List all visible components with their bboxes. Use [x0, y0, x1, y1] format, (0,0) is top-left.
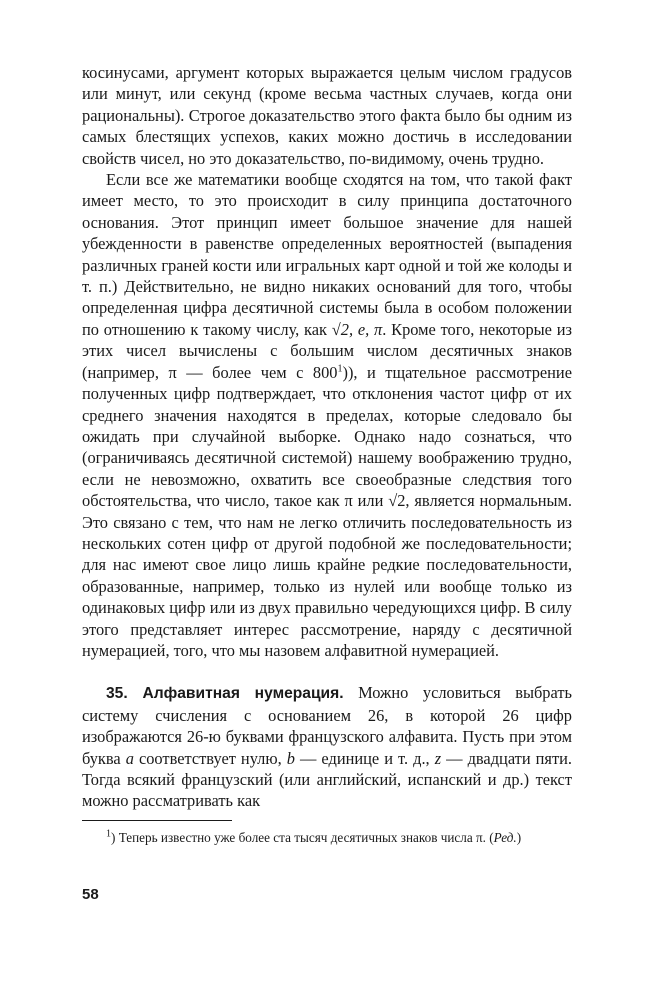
footnote-text: ) Теперь известно уже более ста тысяч десятичных знаков числа π. ( [111, 829, 494, 845]
section-text-part: — единице и т. д., [294, 748, 435, 768]
page-body [82, 62, 572, 846]
letter-z: z [434, 748, 442, 768]
footnote-marker: 1 [337, 363, 343, 375]
footnote-text-end: ) [516, 829, 522, 845]
page-number: 58 [82, 886, 99, 903]
section-35 [82, 682, 572, 811]
paragraph-text-part: . Кроме того, некоторые из этих чисел вычислены с большим числом десятичных знаков (например, π — более чем с 800 [82, 319, 572, 382]
section-text-part: соответствует нулю, [133, 748, 287, 768]
footnote-divider [82, 820, 232, 821]
paragraph-continuation: косинусами, аргумент которых выражается целым числом градусов или минут, или секунд (кроме весьма частных случаев, когда они рациональны). Строгое доказательство этого факта было бы одним из самых блестящих успехов, каких можно достичь в исследовании свойств чисел, но это доказательство, по-видимому, очень трудно. [82, 63, 572, 168]
footnote [82, 829, 572, 846]
section-text-part: Можно условиться выбрать систему счисления с основанием 26, в которой 26 цифр изображаются 26-ю буквами французского алфавита. Пусть при этом буква [82, 683, 572, 768]
footnote-number: 1 [106, 828, 111, 840]
section-text-part: — двадцати пяти. Тогда всякий французский (или английский, испанский и др.) текст можно рассматривать как [82, 748, 572, 811]
paragraph-sufficient-reason [82, 169, 572, 661]
section-heading: 35. Алфавитная нумерация. [106, 685, 344, 703]
letter-b: b [286, 748, 295, 768]
letter-a: a [125, 748, 134, 768]
editor-note: Ред. [493, 829, 517, 845]
paragraph-text-part: Если все же математики вообще сходятся на том, что такой факт имеет место, то это происходит в силу принципа достаточного основания. Этот принцип имеет большое значение для нашей убежденности в равенстве определенных вероятностей (выпадения различных граней кости или игральных карт одной и той же колоды и т. п.) Действительно, не видно никаких оснований для того, чтобы определенная цифра десятичной системы была в особом положении по отношению к такому числу, как [82, 170, 572, 339]
numbers-list: √2, e, π [331, 319, 383, 339]
paragraph-text-part: )), и тщательное рассмотрение полученных цифр подтверждает, что отклонения частот цифр от их среднего значения находятся в пределах, которые следовало бы ожидать при случайной выборке. Однако надо сознаться, что (ограничиваясь десятичной системой) нашему воображению трудно, если не невозможно, охватить все своеобразные следствия того обстоятельства, что число, такое как π или √2, является нормальным. Это связано с тем, что нам не легко отличить последовательность из нескольких сотен цифр от другой подобной же последовательности; для нас имеют свое лицо лишь крайне редкие последовательности, образованные, например, только из нулей или вообще только из одинаковых цифр или из двух правильно чередующихся цифр. В силу этого представляет интерес рассмотрение, наряду с десятичной нумерацией, того, что мы назовем алфавитной нумерацией. [82, 362, 572, 660]
